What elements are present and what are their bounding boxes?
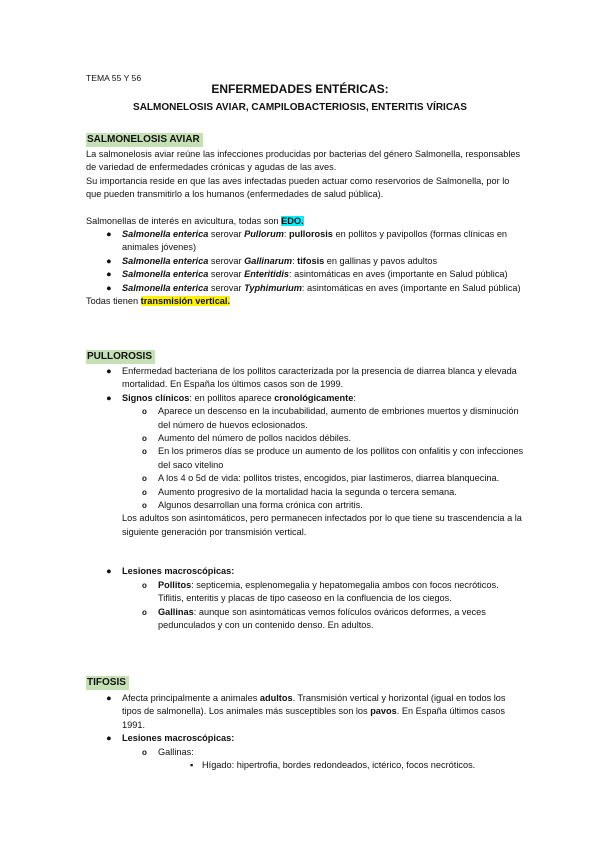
serovar-mid: serovar [208, 229, 245, 240]
list-item [86, 392, 526, 405]
bullet-icon: ● [106, 733, 112, 744]
tifosis-lesiones-label: Lesiones macroscópicas: [122, 733, 235, 744]
serovar-item [86, 255, 526, 268]
edo-highlight: EDO. [281, 215, 304, 226]
serovar-species: Salmonella enterica [122, 282, 209, 293]
circle-bullet-icon: o [142, 501, 147, 511]
section-tifosis [86, 676, 526, 772]
pullorosis-description: Enfermedad bacteriana de los pollitos caracterizada por la presencia de diarrea blanca y elevada mortalidad. En España los últimos casos son de 1999. [122, 366, 517, 390]
serovar-sep: : [283, 229, 289, 240]
bullet-icon: ● [106, 366, 112, 376]
lesion-label: Gallinas [158, 606, 194, 617]
signo-item [86, 486, 526, 499]
topic-label: TEMA 55 Y 56 [86, 73, 142, 83]
serovar-sep: : [292, 255, 298, 266]
signo-text: Aumento del número de pollos nacidos débiles. [158, 433, 352, 444]
serovar-name: Typhimurium [244, 282, 302, 293]
serovar-rest: en pollitos y pavipollos (formas clínicas en animales jóvenes) [122, 229, 508, 253]
signo-item [86, 499, 526, 512]
serovar-item [86, 282, 526, 295]
signo-text: Aparece un descenso en la incubabilidad, aumento de embriones muertos y disminución del número de huevos eclosionados. [158, 406, 519, 430]
section-heading-salmonelosis: SALMONELOSIS AVIAR [86, 133, 203, 147]
signos-list [86, 405, 526, 512]
lesiones-label: Lesiones macroscópicas: [122, 566, 235, 577]
document-title: ENFERMEDADES ENTÉRICAS: [211, 82, 389, 96]
square-bullet-icon: ▪ [190, 760, 194, 771]
serovar-mid: serovar [208, 255, 245, 266]
lesion-text: : aunque son asintomáticas vemos folículos ováricos deformes, a veces pedunculados y con un contenido denso. En adultos. [158, 606, 486, 630]
list-item [86, 759, 526, 772]
signos-text: : en pollitos aparece [189, 392, 275, 403]
tifosis-text-c: . Transmisión vertical y horizontal (igual en todos los tipos de salmonella). Los animales más susceptibles son los [122, 693, 506, 717]
serovar-item [86, 268, 526, 281]
list-item [86, 565, 526, 578]
transmission-highlight: transmisión vertical. [140, 296, 231, 307]
section-heading-tifosis: TIFOSIS [86, 676, 129, 690]
serovar-mid: serovar [208, 269, 245, 280]
bullet-icon: ● [106, 255, 112, 266]
lesion-item [86, 579, 526, 606]
circle-bullet-icon: o [142, 487, 147, 497]
list-item [86, 692, 526, 732]
serovar-rest: asintomáticas en aves (importante en Salud pública) [307, 282, 521, 293]
signo-text: En los primeros días se produce un aumento de los pollitos con onfalitis y con infecciones del saco vitelino [158, 446, 524, 470]
tifosis-text-a: Afecta principalmente a animales [122, 693, 260, 703]
serovar-sep: : [301, 282, 308, 293]
serovar-species: Salmonella enterica [122, 229, 209, 240]
signo-item [86, 432, 526, 445]
lesion-text: : septicemia, esplenomegalia y hepatomegalia ambos con focos necróticos. Tiflitis, enteritis y placas de tipo caseoso en la confluencia de los ciegos. [158, 579, 499, 604]
section-heading-pullorosis: PULLOROSIS [86, 350, 155, 364]
serovar-rest: asintomáticas en aves (importante en Salud pública) [294, 269, 508, 280]
signo-text: A los 4 o 5d de vida: pollitos tristes, encogidos, piar lastimeros, diarrea blanquecina. [158, 473, 500, 484]
circle-bullet-icon: o [142, 747, 147, 757]
interest-text: Salmonellas de interés en avicultura, todas son [86, 215, 282, 226]
signo-text: Algunos desarrollan una forma crónica con artritis. [158, 500, 363, 511]
serovar-name: Pullorum [244, 229, 284, 240]
serovar-species: Salmonella enterica [122, 255, 209, 266]
adults-note: Los adultos son asintomáticos, pero permanecen infectados por lo que tiene su trascendencia a la siguiente generación por transmisión vertical. [122, 513, 522, 537]
section-salmonelosis [86, 133, 526, 308]
lesiones-list [86, 579, 526, 633]
serovar-disease: pullorosis [289, 229, 333, 240]
tifosis-gallinas: Gallinas: [158, 746, 194, 757]
interest-line [86, 215, 526, 228]
tifosis-bold-adultos: adultos [259, 693, 293, 703]
signo-item [86, 472, 526, 485]
lesion-item [86, 606, 526, 633]
signo-item [86, 445, 526, 472]
list-item [86, 732, 526, 745]
signos-label: Signos clínicos [122, 392, 190, 403]
signo-item [86, 405, 526, 432]
circle-bullet-icon: o [142, 474, 147, 484]
tifosis-higado: Hígado: hipertrofia, bordes redondeados, ictérico, focos necróticos. [202, 760, 476, 771]
circle-bullet-icon: o [142, 607, 147, 617]
bullet-icon: ● [106, 269, 112, 280]
bullet-icon: ● [106, 229, 112, 240]
signos-bold: cronológicamente [274, 392, 354, 403]
transmission-text: Todas tienen [86, 296, 141, 307]
serovar-disease: tifosis [297, 255, 325, 266]
signo-text: Aumento progresivo de la mortalidad hacia la segunda o tercera semana. [158, 486, 457, 497]
list-item [86, 365, 526, 392]
serovar-mid: serovar [208, 282, 245, 293]
circle-bullet-icon: o [142, 580, 147, 590]
section-pullorosis [86, 350, 526, 632]
circle-bullet-icon: o [142, 447, 147, 457]
bullet-icon: ● [106, 282, 112, 293]
bullet-icon: ● [106, 693, 112, 703]
serovar-list [86, 228, 526, 295]
list-item [86, 746, 526, 759]
circle-bullet-icon: o [142, 434, 147, 444]
serovar-name: Gallinarum [244, 255, 293, 266]
transmission-line [86, 295, 526, 308]
lesion-label: Pollitos [158, 579, 192, 590]
signos-end: : [353, 392, 356, 403]
serovar-sep: : [289, 269, 295, 280]
serovar-name: Enteritidis [244, 269, 289, 280]
document-subtitle: SALMONELOSIS AVIAR, CAMPILOBACTERIOSIS, ENTERITIS VÍRICAS [133, 102, 467, 113]
bullet-icon: ● [106, 392, 112, 403]
tifosis-bold-pavos: pavos [370, 706, 397, 717]
intro-paragraph-2: Su importancia reside en que las aves infectadas pueden actuar como reservorios de Salmonella, por lo que pueden transmitirlo a los humanos (enfermedades de salud pública). [86, 175, 510, 200]
bullet-icon: ● [106, 566, 112, 577]
circle-bullet-icon: o [142, 407, 147, 417]
serovar-species: Salmonella enterica [122, 269, 209, 280]
serovar-rest: en gallinas y pavos adultos [324, 255, 438, 266]
intro-paragraph-1: La salmonelosis aviar reúne las infecciones producidas por bacterias del género Salmonella, responsables de variedad de enfermedades crónicas y agudas de las aves. [86, 149, 521, 173]
serovar-item [86, 228, 526, 255]
tifosis-text-e: . En España últimos casos 1991. [122, 706, 506, 730]
